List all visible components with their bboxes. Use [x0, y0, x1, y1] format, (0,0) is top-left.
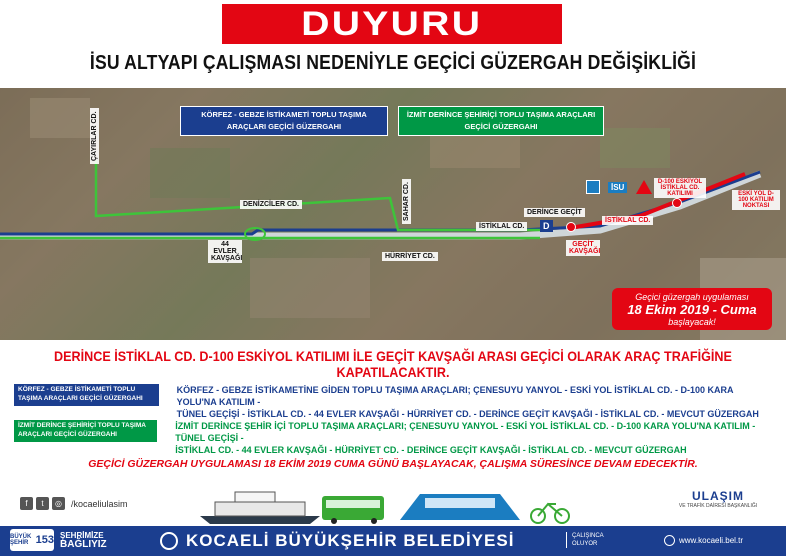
- label-hurriyet: HÜRRİYET CD.: [382, 252, 438, 261]
- footer: [0, 526, 786, 556]
- instagram-icon[interactable]: ◎: [52, 497, 65, 510]
- facebook-icon[interactable]: f: [20, 497, 33, 510]
- route-desc-green-line1: İZMİT DERİNCE ŞEHİR İÇİ TOPLU TAŞIMA ARAÇLARI; ÇENESUYU YANYOL - ESKİ YOL İSTİKLAL CD. - D-100 KARA YOLU'NA KATILIM - TÜNEL GEÇİŞİ -: [175, 421, 756, 443]
- label-istiklal: İSTİKLAL CD.: [476, 222, 527, 231]
- route-row-green: [14, 420, 774, 456]
- ulasim-subtitle: VE TRAFİK DAİRESİ BAŞKANLIĞI: [678, 503, 758, 509]
- route-row-blue: [14, 384, 774, 420]
- motto: [566, 532, 604, 548]
- label-istiklal-cd2: İSTİKLAL CD.: [602, 216, 653, 225]
- hotline-badge: [10, 529, 107, 551]
- hotline-153: [10, 529, 54, 551]
- label-cayirlar: ÇAYIRLAR CD.: [90, 108, 99, 164]
- closure-date-banner: [612, 288, 772, 330]
- tram-icon: [400, 494, 520, 520]
- badge-small-text: BÜYÜK ŞEHİR: [10, 534, 32, 546]
- derince-marker: D: [540, 220, 553, 232]
- route-desc-green-line2: İSTİKLAL CD. - 44 EVLER KAVŞAĞI - HÜRRİYET CD. - DERİNCE GEÇİT KAVŞAĞI - İSTİKLAL CD. - MEVCUT GÜZERGAH: [175, 445, 687, 455]
- closure-banner-line2: 18 Ekim 2019 - Cuma: [627, 302, 757, 317]
- map-legend-green: İZMİT DERİNCE ŞEHİRİÇİ TOPLU TAŞIMA ARAÇLARI GEÇİCİ GÜZERGAHI: [398, 106, 604, 136]
- closure-banner-line3: başlayacak!: [668, 317, 716, 327]
- bus-icon: [322, 496, 384, 524]
- route-desc-blue-line2: TÜNEL GEÇİŞİ - İSTİKLAL CD. - 44 EVLER KAVŞAĞI - HÜRRİYET CD. - DERİNCE GEÇİT KAVŞAĞI - İSTİKLAL CD. - MEVCUT GÜZERGAH: [176, 409, 759, 419]
- duyuru-banner: [222, 4, 562, 44]
- website-url[interactable]: www.kocaeli.bel.tr: [679, 536, 744, 545]
- page-subtitle: İSU ALTYAPI ÇALIŞMASI NEDENİYLE GEÇİCİ GÜZERGAH DEĞİŞİKLİĞİ: [89, 52, 697, 74]
- website-link[interactable]: [664, 535, 743, 546]
- twitter-icon[interactable]: t: [36, 497, 49, 510]
- slogan: [60, 531, 107, 549]
- route-desc-blue: [177, 384, 774, 420]
- closure-notice: DERİNCE İSTİKLAL CD. D-100 ESKİYOL KATILIMI İLE GEÇİT KAVŞAĞI ARASI GEÇİCİ OLARAK ARAÇ TRAFİĞİNE KAPATILACAKTIR.: [54, 348, 732, 380]
- roadwork-warning-icon: [636, 180, 652, 194]
- route-desc-green: [175, 420, 774, 456]
- badge-number: 153: [35, 534, 54, 546]
- label-derince-gecit: DERİNCE GEÇİT: [524, 208, 585, 217]
- label-eski-yol: ESKİ YOL D-100 KATILIM NOKTASI: [732, 190, 780, 210]
- map-legend-blue: KÖRFEZ - GEBZE İSTİKAMETİ TOPLU TAŞIMA ARAÇLARI GEÇİCİ GÜZERGAHI: [180, 106, 388, 136]
- route-desc-blue-line1: KÖRFEZ - GEBZE İSTİKAMETİNE GİDEN TOPLU TAŞIMA ARAÇLARI; ÇENESUYU YANYOL - ESKİ YOL İSTİKLAL CD. - D-100 KARA YOLU'NA KATILIM -: [176, 385, 734, 407]
- isu-logo: İSU: [608, 182, 627, 193]
- bicycle-icon: [531, 504, 569, 523]
- motto-line2: OLUYOR: [572, 541, 598, 547]
- no-entry-icon: [566, 222, 576, 232]
- label-gecit-kavsagi: GEÇİT KAVŞAĞI: [566, 240, 600, 256]
- social-handle: /kocaeliulasim: [71, 498, 128, 509]
- social-links: [20, 497, 128, 510]
- globe-icon: [664, 535, 675, 546]
- label-d100-katilim: D-100 ESKİYOL İSTİKLAL CD. KATILIMI: [654, 178, 706, 198]
- slogan-line1: ŞEHRİMİZE: [60, 531, 104, 540]
- page-title: DUYURU: [301, 4, 483, 43]
- route-key-blue: KÖRFEZ - GEBZE İSTİKAMETİ TOPLU TAŞIMA ARAÇLARI GEÇİCİ GÜZERGAHI: [14, 384, 159, 406]
- closure-banner-line1: Geçici güzergah uygulaması: [635, 292, 749, 302]
- ulasim-title: ULAŞIM: [692, 489, 744, 503]
- start-note: GEÇİCİ GÜZERGAH UYGULAMASI 18 EKİM 2019 CUMA GÜNÜ BAŞLAYACAK, ÇALIŞMA SÜRESİNCE DEVAM EDECEKTİR.: [88, 458, 698, 470]
- motto-line1: ÇALIŞINCA: [572, 533, 604, 539]
- header: [0, 0, 786, 90]
- ulasim-logo: [668, 489, 768, 509]
- route-key-green: İZMİT DERİNCE ŞEHİRİÇİ TOPLU TAŞIMA ARAÇLARI GEÇİCİ GÜZERGAHI: [14, 420, 157, 442]
- ferry-icon: [200, 492, 320, 524]
- label-denizciler: DENİZCİLER CD.: [240, 200, 302, 209]
- municipality-title: KOCAELİ BÜYÜKŞEHİR BELEDİYESİ: [186, 531, 515, 550]
- slogan-line2: BAĞLIYIZ: [60, 539, 107, 550]
- label-44-evler: 44 EVLER KAVŞAĞI: [208, 240, 242, 263]
- no-entry-icon: [672, 198, 682, 208]
- municipality-logo-icon: [160, 532, 178, 550]
- label-sahil: SAHAR CD.: [402, 179, 411, 224]
- municipality-name: [160, 531, 514, 551]
- water-icon: [586, 180, 600, 194]
